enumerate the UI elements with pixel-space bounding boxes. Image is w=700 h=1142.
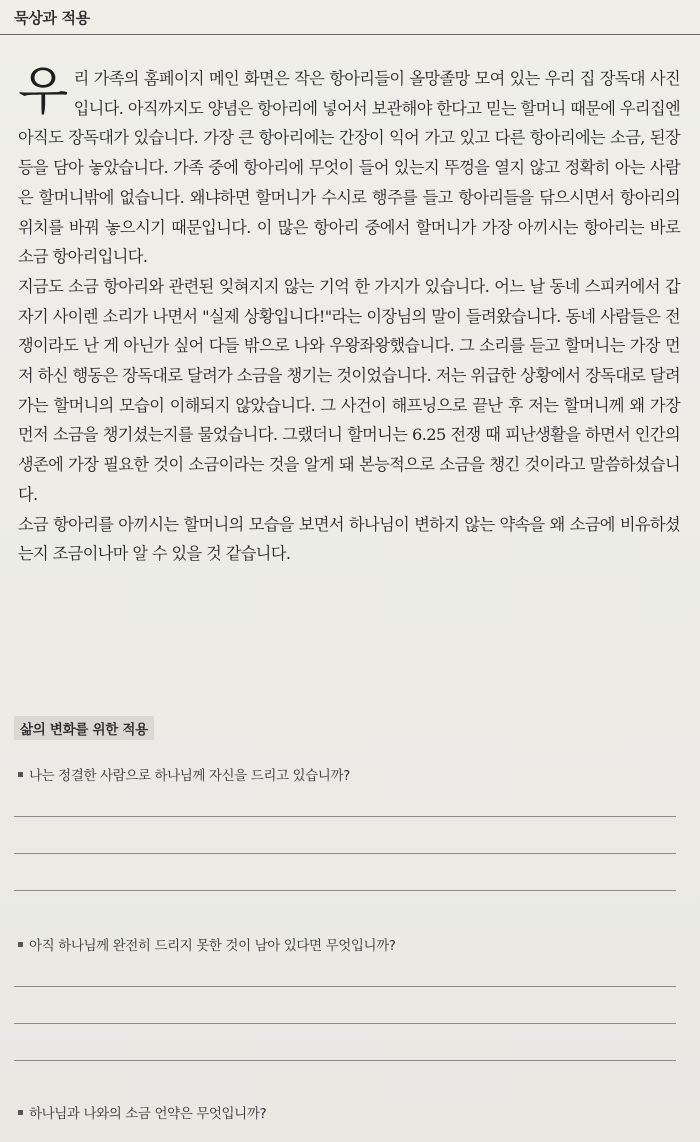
section-title: 묵상과 적용 — [14, 9, 90, 27]
answer-line-2b[interactable] — [14, 1023, 676, 1024]
question-3 — [18, 1102, 266, 1122]
application-heading: 삶의 변화를 위한 적용 — [14, 716, 154, 740]
paragraph-1-text: 리 가족의 홈페이지 메인 화면은 작은 항아리들이 올망졸망 모여 있는 우리 집 장독대 사진입니다. 아직까지도 양념은 항아리에 넣어서 보관해야 한다고 믿는 할머니 때문에 우리집엔 아직도 장독대가 있습니다. 가장 큰 항아리에는 간장이 익어 가고 있고 다른 항아리에는 소금, 된장 등을 담아 놓았습니다. 가족 중에 항아리에 무엇이 들어 있는지 뚜껑을 열지 않고 정확히 아는 사람은 할머니밖에 없습니다. 왜냐하면 할머니가 수시로 행주를 들고 항아리들을 닦으시면서 항아리의 위치를 바꿔 놓으시기 때문입니다. 이 많은 항아리 중에서 할머니가 가장 아끼시는 항아리는 바로 소금 항아리입니다. — [18, 69, 681, 267]
question-2-text: 아직 하나님께 완전히 드리지 못한 것이 남아 있다면 무엇입니까? — [29, 938, 396, 954]
answer-line-1c[interactable] — [14, 890, 676, 891]
paragraph-1 — [18, 64, 680, 272]
question-3-text: 하나님과 나와의 소금 언약은 무엇입니까? — [29, 1106, 267, 1122]
answer-line-1b[interactable] — [14, 853, 676, 854]
question-1-text: 나는 정결한 사람으로 하나님께 자신을 드리고 있습니까? — [29, 768, 350, 784]
question-2 — [18, 934, 396, 954]
paragraph-3: 소금 항아리를 아끼시는 할머니의 모습을 보면서 하나님이 변하지 않는 약속을 왜 소금에 비유하셨는지 조금이나마 알 수 있을 것 같습니다. — [18, 514, 680, 564]
bullet-icon — [18, 1110, 23, 1115]
answer-line-2a[interactable] — [14, 986, 676, 987]
answer-line-2c[interactable] — [14, 1060, 676, 1061]
section-header — [0, 0, 700, 35]
bullet-icon — [18, 942, 23, 947]
answer-line-1a[interactable] — [14, 816, 676, 817]
article-body — [18, 64, 680, 569]
drop-cap: 우 — [18, 62, 68, 122]
bullet-icon — [18, 772, 23, 777]
paragraph-2: 지금도 소금 항아리와 관련된 잊혀지지 않는 기억 한 가지가 있습니다. 어느 날 동네 스피커에서 갑자기 사이렌 소리가 나면서 "실제 상황입니다!"라는 이장님의 말이 들려왔습니다. 동네 사람들은 전쟁이라도 난 게 아닌가 싶어 다들 밖으로 나와 우왕좌왕했습니다. 그 소리를 듣고 할머니는 가장 먼저 하신 행동은 장독대로 달려가 소금을 챙기는 것이었습니다. 저는 위급한 상황에서 장독대로 달려가는 할머니의 모습이 이해되지 않았습니다. 그 사건이 해프닝으로 끝난 후 저는 할머니께 왜 가장 먼저 소금을 챙기셨는지를 물었습니다. 그랬더니 할머니는 6.25 전쟁 때 피난생활을 하면서 인간의 생존에 가장 필요한 것이 소금이라는 것을 알게 돼 본능적으로 소금을 챙긴 것이라고 말씀하셨습니다. — [18, 276, 680, 504]
question-1 — [18, 764, 350, 784]
